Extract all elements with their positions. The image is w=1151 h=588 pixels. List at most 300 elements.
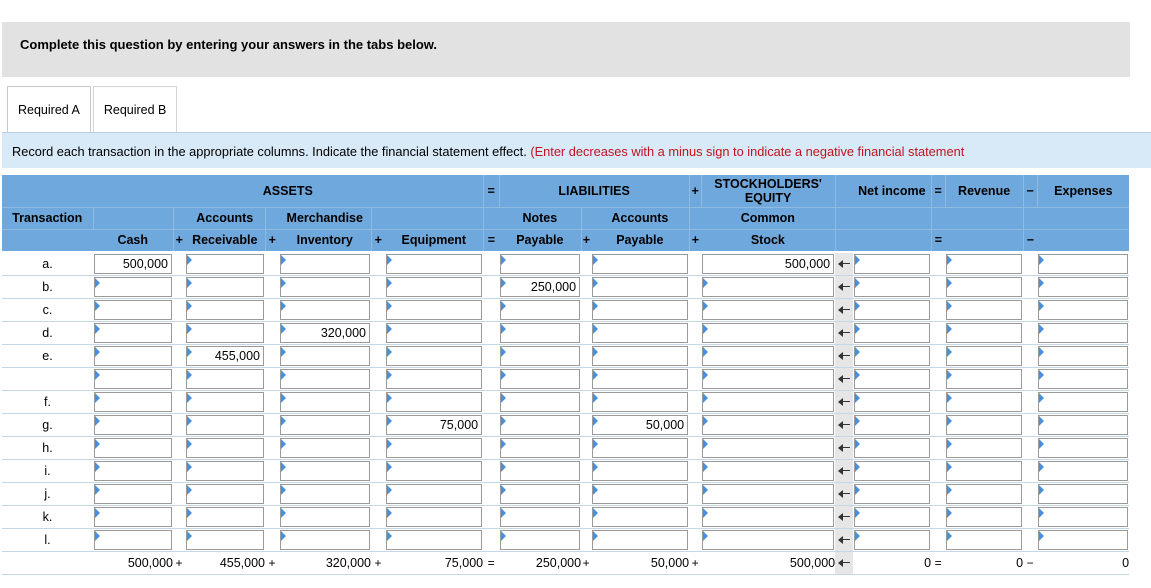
transaction-row [2,529,1129,552]
net-income-input[interactable] [854,530,930,550]
receivable-input[interactable] [186,461,264,481]
input-value: 455,000 [214,349,260,363]
left-arrow-icon [837,302,851,318]
input-flag-icon [855,462,860,472]
notes-payable-input[interactable] [500,484,580,504]
receivable-input[interactable] [186,507,264,527]
notes-header: Notes [499,207,581,229]
transaction-label: k. [2,506,93,529]
receivable-input[interactable] [186,254,264,274]
tab-required-a[interactable]: Required A [7,86,91,132]
input-flag-icon [593,485,598,495]
transaction-row [2,437,1129,460]
equals-sign: = [931,229,945,252]
equals-sign-2: = [931,175,945,207]
accounts-payable-input[interactable] [592,438,688,458]
input-flag-icon [855,324,860,334]
input-value: 75,000 [439,418,479,432]
net-income-input[interactable] [854,323,930,343]
revenue-input[interactable] [946,530,1022,550]
accounts-payable-input[interactable] [592,254,688,274]
input-flag-icon [593,416,598,426]
cash-input[interactable] [94,277,172,297]
input-flag-icon [593,347,598,357]
input-flag-icon [1039,508,1044,518]
input-flag-icon [187,301,192,311]
input-flag-icon [1039,439,1044,449]
input-flag-icon [703,324,708,334]
receivable-input[interactable] [186,369,264,389]
input-flag-icon [95,324,100,334]
receivable-input[interactable] [186,438,264,458]
total-equipment: 75,000 [385,552,483,575]
input-flag-icon [703,393,708,403]
input-flag-icon [187,462,192,472]
input-flag-icon [187,393,192,403]
input-flag-icon [501,301,506,311]
input-flag-icon [855,416,860,426]
expenses-input[interactable] [1038,323,1128,343]
plus-sign: + [371,229,385,252]
cash-input[interactable] [94,300,172,320]
total-operator: + [173,552,185,575]
transaction-row [2,299,1129,322]
notes-payable-input[interactable] [500,369,580,389]
equipment-input[interactable] [386,369,482,389]
accounts-payable-input[interactable] [592,507,688,527]
expenses-input[interactable] [1038,277,1128,297]
common-stock-input[interactable] [702,369,834,389]
accounts-payable-input[interactable] [592,415,688,435]
input-flag-icon [501,439,506,449]
minus-sign: − [1023,229,1037,252]
left-arrow-icon [837,371,851,387]
input-flag-icon [855,278,860,288]
input-flag-icon [855,347,860,357]
input-flag-icon [387,462,392,472]
expenses-input[interactable] [1038,346,1128,366]
transaction-label: i. [2,460,93,483]
notes-payable-input[interactable] [500,438,580,458]
notes-payable-input[interactable] [500,461,580,481]
input-flag-icon [187,416,192,426]
net-income-input[interactable] [854,254,930,274]
transaction-row [2,391,1129,414]
input-flag-icon [593,462,598,472]
total-cash: 500,000 [93,552,173,575]
record-instructions [2,132,1151,168]
inventory-input[interactable] [280,530,370,550]
equipment-input[interactable] [386,277,482,297]
assets-header: ASSETS [93,175,483,207]
input-flag-icon [387,255,392,265]
transaction-header: Transaction [2,207,93,229]
cash-input[interactable] [94,369,172,389]
expenses-input[interactable] [1038,369,1128,389]
input-flag-icon [947,439,952,449]
inventory-input[interactable] [280,461,370,481]
accounts-payable-input[interactable] [592,277,688,297]
input-flag-icon [1039,485,1044,495]
input-flag-icon [95,278,100,288]
cash-input[interactable] [94,415,172,435]
link-arrow-cell [835,252,853,276]
input-flag-icon [593,439,598,449]
revenue-input[interactable] [946,438,1022,458]
input-flag-icon [501,416,506,426]
expenses-input[interactable] [1038,530,1128,550]
left-arrow-icon [837,509,851,525]
left-arrow-icon [837,348,851,364]
expenses-input[interactable] [1038,484,1128,504]
accounts-payable-input[interactable] [592,530,688,550]
input-flag-icon [187,278,192,288]
header-row-3 [2,229,1129,252]
common-stock-input[interactable] [702,392,834,412]
input-flag-icon [1039,278,1044,288]
input-flag-icon [387,439,392,449]
input-flag-icon [593,393,598,403]
inventory-input[interactable] [280,369,370,389]
input-flag-icon [1039,347,1044,357]
input-flag-icon [187,255,192,265]
input-flag-icon [703,462,708,472]
notes-payable-input[interactable] [500,300,580,320]
equals-sign: = [483,229,499,252]
tab-required-b[interactable]: Required B [93,86,178,132]
equity-header: STOCKHOLDERS' EQUITY [701,175,835,207]
left-arrow-icon [837,417,851,433]
notes-payable-input[interactable] [500,346,580,366]
input-flag-icon [95,508,100,518]
transaction-label: a. [2,252,93,276]
revenue-input[interactable] [946,415,1022,435]
input-flag-icon [947,370,952,380]
equipment-input[interactable] [386,392,482,412]
input-flag-icon [855,485,860,495]
equipment-input[interactable] [386,484,482,504]
accounts-payable-header: Payable [591,229,689,252]
accounts-payable-input[interactable] [592,484,688,504]
receivable-input[interactable] [186,484,264,504]
receivable-input[interactable] [186,346,264,366]
input-flag-icon [703,278,708,288]
receivable-input[interactable] [186,323,264,343]
input-flag-icon [501,531,506,541]
net-income-input[interactable] [854,392,930,412]
transaction-row [2,483,1129,506]
transaction-rows [2,252,1129,552]
input-flag-icon [281,439,286,449]
net-income-input[interactable] [854,277,930,297]
net-income-input[interactable] [854,369,930,389]
transaction-label: c. [2,299,93,322]
input-flag-icon [281,301,286,311]
expenses-input[interactable] [1038,438,1128,458]
equipment-input[interactable] [386,254,482,274]
equipment-input[interactable] [386,415,482,435]
expenses-input[interactable] [1038,461,1128,481]
net-income-input[interactable] [854,300,930,320]
link-arrow-cell [835,368,853,391]
left-arrow-icon [837,279,851,295]
expenses-input[interactable] [1038,392,1128,412]
inventory-input[interactable] [280,507,370,527]
header-row-2 [2,207,1129,229]
inventory-input[interactable] [280,254,370,274]
accounts-payable-input[interactable] [592,392,688,412]
common-stock-input[interactable] [702,277,834,297]
input-flag-icon [703,301,708,311]
inventory-input[interactable] [280,392,370,412]
total-net-income: 0 [853,552,931,575]
input-flag-icon [1039,255,1044,265]
transaction-label: g. [2,414,93,437]
record-text: Record each transaction in the appropriate columns. Indicate the financial statement effect. [12,144,527,159]
input-flag-icon [281,370,286,380]
input-flag-icon [187,370,192,380]
input-flag-icon [281,393,286,403]
input-flag-icon [947,255,952,265]
input-flag-icon [947,324,952,334]
total-notes-payable: 250,000 [499,552,581,575]
input-flag-icon [593,531,598,541]
inventory-input[interactable] [280,323,370,343]
total-common-stock: 500,000 [701,552,835,575]
input-flag-icon [947,393,952,403]
cash-input[interactable] [94,392,172,412]
receivable-header: Receivable [185,229,265,252]
input-flag-icon [187,347,192,357]
accounts-payable-input[interactable] [592,461,688,481]
input-flag-icon [703,508,708,518]
expenses-input[interactable] [1038,507,1128,527]
inventory-input[interactable] [280,438,370,458]
revenue-input[interactable] [946,369,1022,389]
input-flag-icon [387,416,392,426]
net-income-input[interactable] [854,346,930,366]
transaction-label: f. [2,391,93,414]
input-flag-icon [703,370,708,380]
notes-payable-header: Payable [499,229,581,252]
net-income-input[interactable] [854,438,930,458]
expenses-input[interactable] [1038,254,1128,274]
common-stock-input[interactable] [702,323,834,343]
accounts-payable-input[interactable] [592,346,688,366]
net-income-input[interactable] [854,461,930,481]
receivable-input[interactable] [186,392,264,412]
input-flag-icon [947,462,952,472]
instruction-bar [2,22,1130,77]
common-stock-input[interactable] [702,415,834,435]
total-revenue: 0 [945,552,1023,575]
cash-input[interactable] [94,323,172,343]
input-flag-icon [501,347,506,357]
total-operator: + [581,552,591,575]
equipment-input[interactable] [386,346,482,366]
input-value: 320,000 [320,326,366,340]
accounts-payable-input[interactable] [592,300,688,320]
left-arrow-icon [837,463,851,479]
input-flag-icon [855,531,860,541]
link-arrow-cell [835,460,853,483]
input-flag-icon [593,301,598,311]
link-arrow-cell [835,483,853,506]
input-flag-icon [855,255,860,265]
input-flag-icon [281,531,286,541]
net-income-input[interactable] [854,507,930,527]
input-flag-icon [855,301,860,311]
receivable-input[interactable] [186,277,264,297]
cash-input[interactable] [94,254,172,274]
input-flag-icon [501,278,506,288]
inventory-input[interactable] [280,277,370,297]
common-stock-input[interactable] [702,300,834,320]
input-flag-icon [387,278,392,288]
input-flag-icon [703,485,708,495]
inventory-input[interactable] [280,346,370,366]
common-stock-input[interactable] [702,507,834,527]
notes-payable-input[interactable] [500,392,580,412]
input-flag-icon [1039,416,1044,426]
link-arrow-cell [835,299,853,322]
inventory-input[interactable] [280,484,370,504]
common-stock-input[interactable] [702,438,834,458]
input-flag-icon [947,531,952,541]
plus-sign: + [689,175,701,207]
cash-input[interactable] [94,461,172,481]
link-arrow-cell [835,506,853,529]
input-value: 250,000 [530,280,577,294]
total-operator: + [689,552,701,575]
equipment-input[interactable] [386,300,482,320]
common-stock-input[interactable] [702,461,834,481]
cash-input[interactable] [94,438,172,458]
left-arrow-icon [837,394,851,410]
cash-input[interactable] [94,530,172,550]
plus-sign: + [173,229,185,252]
cash-header: Cash [93,229,173,252]
cash-input[interactable] [94,484,172,504]
liabilities-header: LIABILITIES [499,175,689,207]
expenses-input[interactable] [1038,415,1128,435]
notes-payable-input[interactable] [500,415,580,435]
equipment-input[interactable] [386,461,482,481]
input-flag-icon [281,462,286,472]
plus-sign: + [265,229,279,252]
input-flag-icon [1039,393,1044,403]
net-income-input[interactable] [854,415,930,435]
input-flag-icon [1039,531,1044,541]
receivable-input[interactable] [186,300,264,320]
notes-payable-input[interactable] [500,530,580,550]
input-flag-icon [1039,370,1044,380]
transaction-grid [2,175,1129,575]
notes-payable-input[interactable] [500,323,580,343]
notes-payable-input[interactable] [500,507,580,527]
revenue-input[interactable] [946,484,1022,504]
input-flag-icon [387,370,392,380]
net-income-input[interactable] [854,484,930,504]
input-flag-icon [95,462,100,472]
input-flag-icon [95,301,100,311]
revenue-input[interactable] [946,323,1022,343]
accounts-payable-input[interactable] [592,323,688,343]
link-arrow-cell [835,391,853,414]
input-flag-icon [703,439,708,449]
input-flag-icon [95,370,100,380]
cash-input[interactable] [94,346,172,366]
input-flag-icon [281,508,286,518]
common-stock-input[interactable] [702,254,834,274]
revenue-input[interactable] [946,461,1022,481]
input-flag-icon [281,278,286,288]
transaction-label: d. [2,322,93,345]
equipment-input[interactable] [386,530,482,550]
transaction-row [2,414,1129,437]
input-flag-icon [501,324,506,334]
input-flag-icon [501,508,506,518]
input-flag-icon [95,531,100,541]
revenue-input[interactable] [946,346,1022,366]
equipment-input[interactable] [386,438,482,458]
input-flag-icon [855,370,860,380]
input-flag-icon [593,370,598,380]
net-income-header: Net income [853,175,931,207]
inventory-input[interactable] [280,300,370,320]
input-flag-icon [387,508,392,518]
cash-input[interactable] [94,507,172,527]
input-flag-icon [187,324,192,334]
notes-payable-input[interactable] [500,254,580,274]
left-arrow-icon [837,325,851,341]
revenue-input[interactable] [946,392,1022,412]
revenue-input[interactable] [946,507,1022,527]
input-flag-icon [703,416,708,426]
notes-payable-input[interactable] [500,277,580,297]
accounts-payable-input[interactable] [592,369,688,389]
equipment-input[interactable] [386,507,482,527]
transaction-row [2,252,1129,276]
common-stock-input[interactable] [702,530,834,550]
input-flag-icon [281,347,286,357]
revenue-input[interactable] [946,300,1022,320]
common-stock-input[interactable] [702,346,834,366]
input-flag-icon [95,416,100,426]
revenue-input[interactable] [946,277,1022,297]
input-flag-icon [281,255,286,265]
revenue-input[interactable] [946,254,1022,274]
total-receivable: 455,000 [185,552,265,575]
total-expenses: 0 [1037,552,1129,575]
left-arrow-icon [837,555,851,571]
input-flag-icon [281,485,286,495]
accounts-payable-header-top: Accounts [591,207,689,229]
input-flag-icon [947,508,952,518]
receivable-input[interactable] [186,415,264,435]
common-stock-input[interactable] [702,484,834,504]
input-flag-icon [187,485,192,495]
input-flag-icon [281,416,286,426]
input-flag-icon [501,393,506,403]
total-operator: + [265,552,279,575]
transaction-row [2,322,1129,345]
equipment-input[interactable] [386,323,482,343]
expenses-input[interactable] [1038,300,1128,320]
input-flag-icon [947,347,952,357]
receivable-input[interactable] [186,530,264,550]
inventory-input[interactable] [280,415,370,435]
